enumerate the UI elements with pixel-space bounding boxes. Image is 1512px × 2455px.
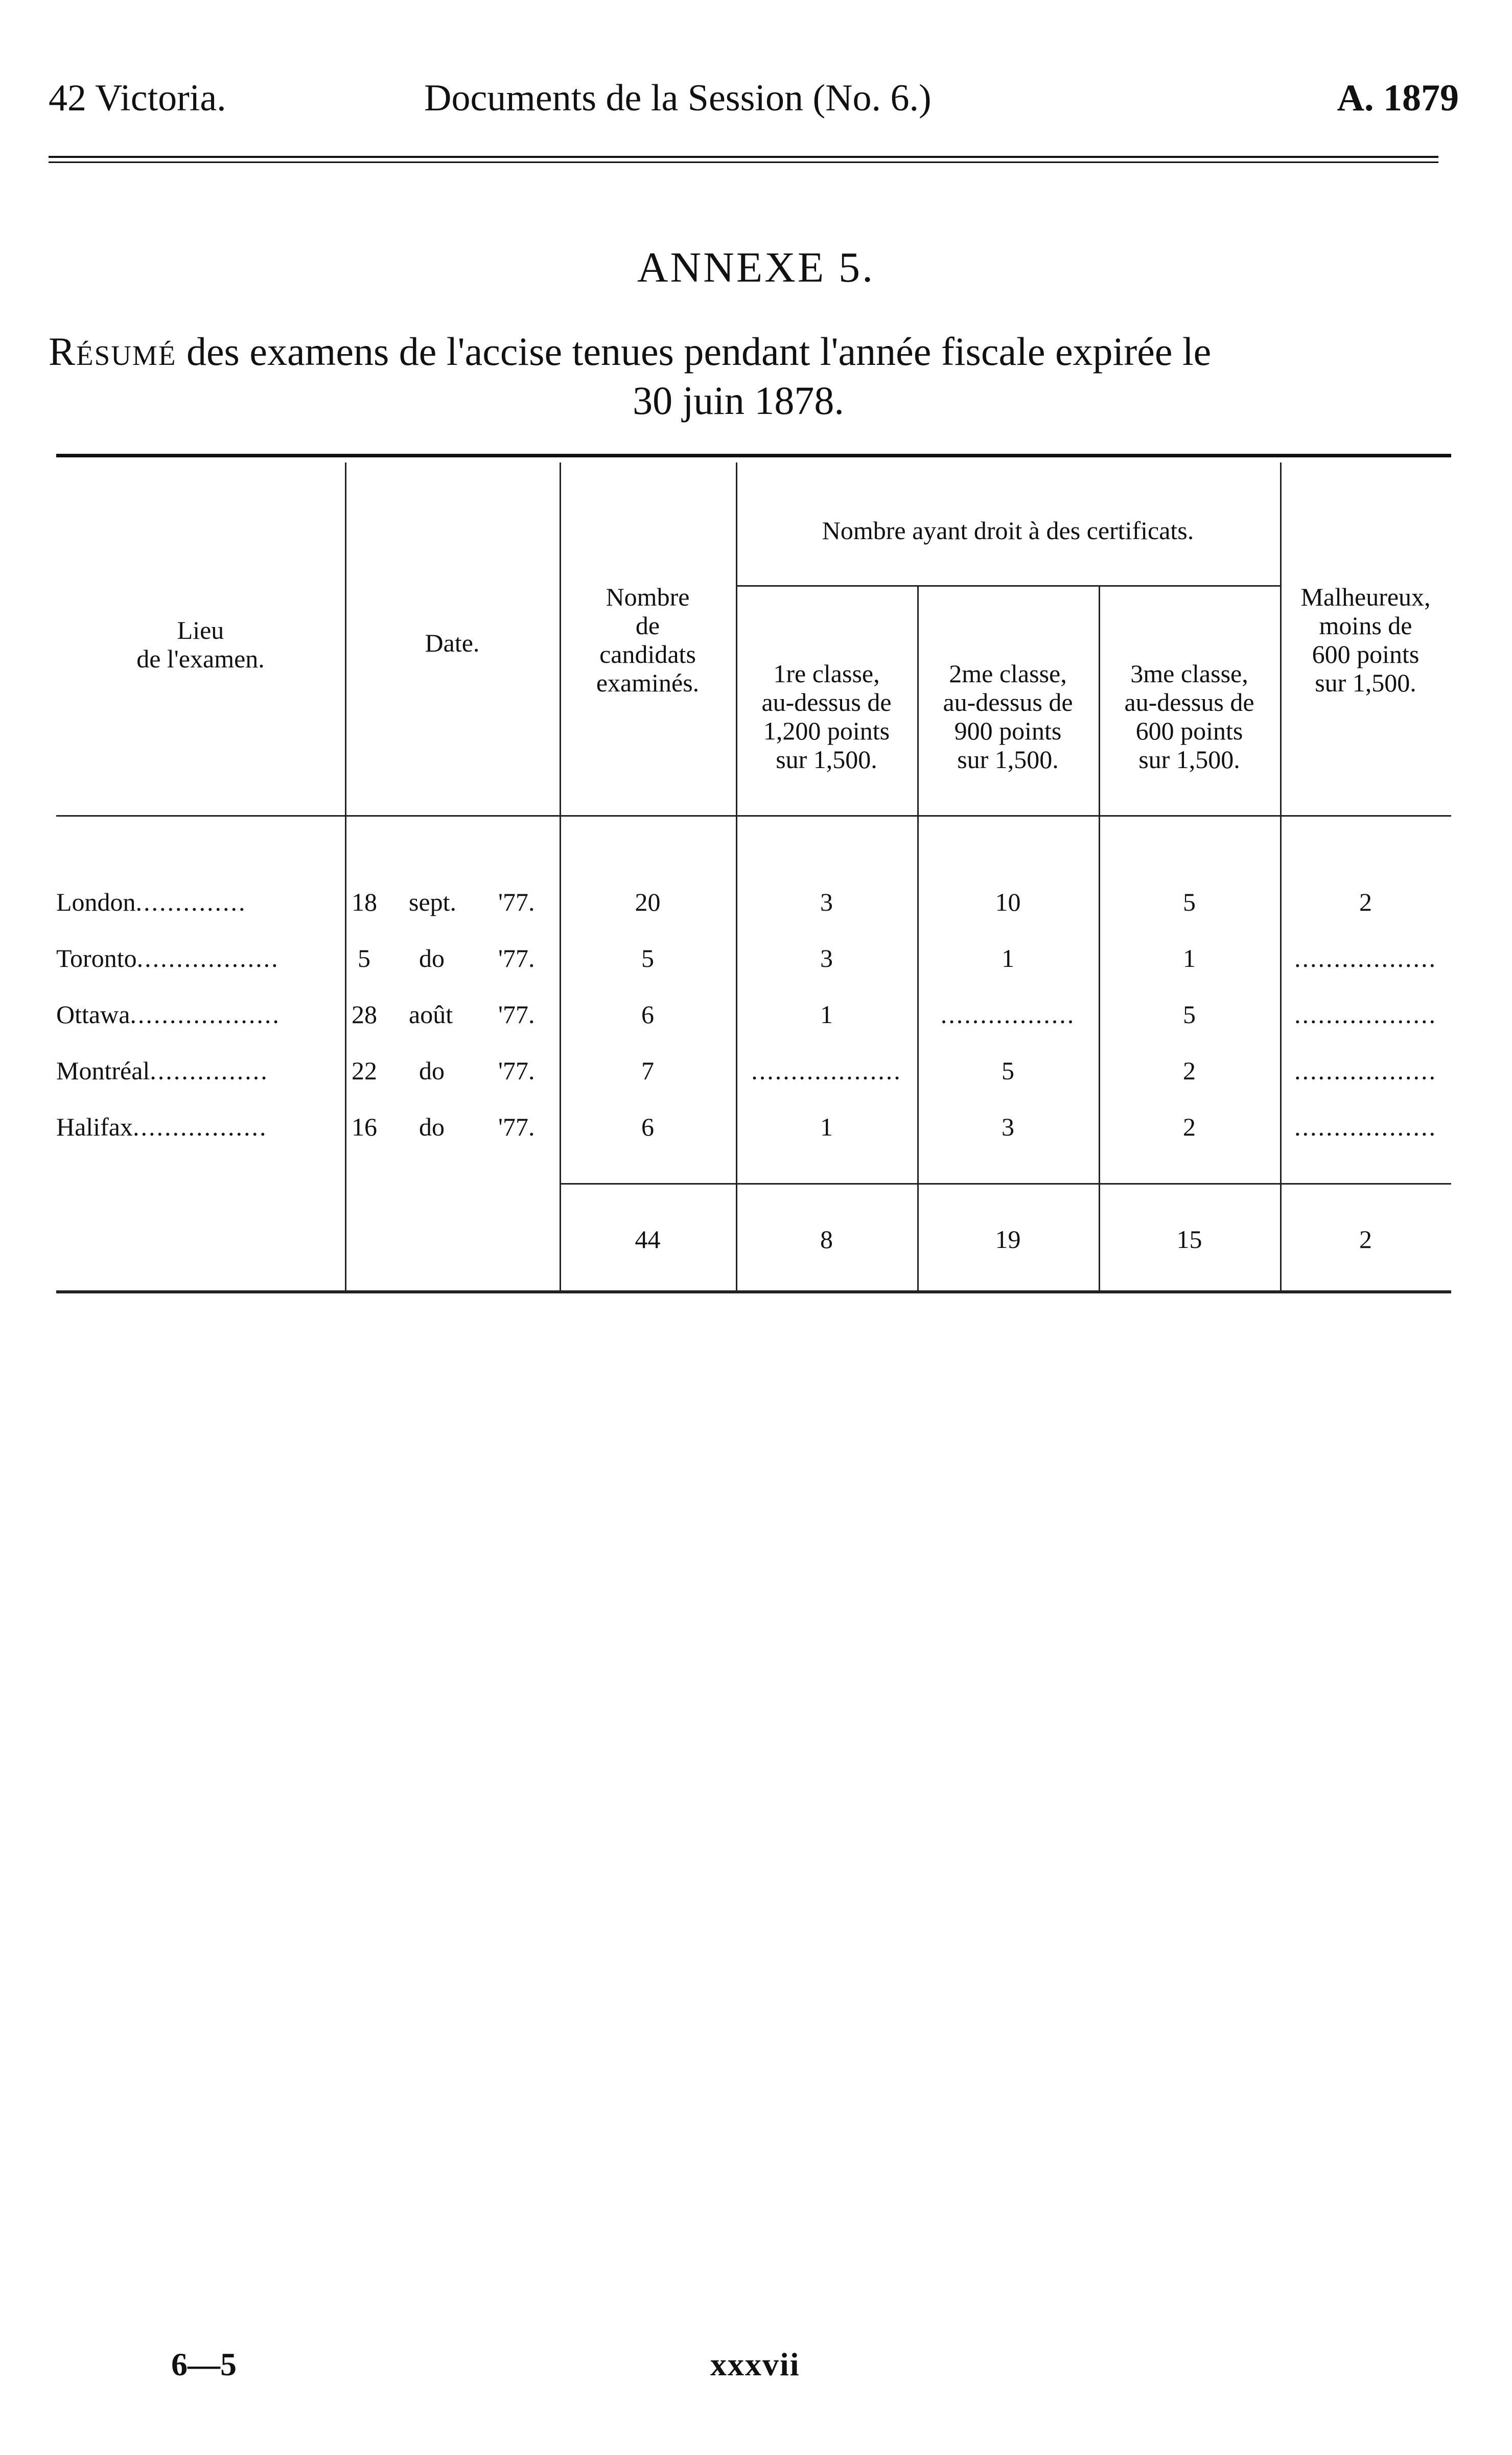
cell-month: sept. [409,888,457,916]
cell-classe1: 1 [820,1000,833,1029]
cell-nombre: 5 [641,944,654,972]
header-malheureux: Malheureux, moins de 600 points sur 1,500. [1300,583,1431,697]
page-number: xxxvii [710,2346,800,2382]
title-lead: Résumé [49,329,177,374]
header-bottom-rule [56,815,1451,817]
cell-year: '77. [498,944,535,972]
total-malheureux: 2 [1359,1225,1372,1254]
cell-classe2: 5 [1002,1056,1014,1085]
cell-year: '77. [498,888,535,916]
document-title [49,327,1469,425]
cell-nombre: 20 [635,888,661,916]
cell-nombre: 6 [641,1113,654,1141]
header-certificats-group: Nombre ayant droit à des certificats. [822,516,1194,545]
cell-day: 28 [352,1000,377,1029]
total-classe2: 19 [995,1225,1021,1254]
table-top-rule [56,454,1451,457]
cell-classe3: 5 [1183,888,1196,916]
header-year: A. 1879 [1337,77,1459,119]
cell-nombre: 6 [641,1000,654,1029]
cell-malheureux: .................. [1294,1113,1437,1141]
exam-summary-table [56,462,1451,1290]
total-classe3: 15 [1176,1225,1202,1254]
cell-year: '77. [498,1000,535,1029]
cell-month: do [419,944,445,972]
header-date: Date. [425,629,480,657]
cell-classe3: 5 [1183,1000,1196,1029]
cell-classe2: ................. [940,1000,1076,1029]
header-classe3: 3me classe, au-dessus de 600 points sur 1,500. [1124,659,1254,774]
running-header [49,77,1459,133]
cell-lieu: Halifax................. [56,1113,268,1141]
cell-classe1: 1 [820,1113,833,1141]
table-bottom-rule [56,1290,1451,1293]
header-session: Documents de la Session (No. 6.) [424,77,932,119]
cell-malheureux: 2 [1359,888,1372,916]
cell-classe3: 2 [1183,1113,1196,1141]
cell-classe1: ................... [751,1056,902,1085]
col-divider [736,462,737,1290]
cell-month: août [409,1000,453,1029]
cell-day: 5 [358,944,370,972]
cell-classe2: 10 [995,888,1021,916]
cell-year: '77. [498,1113,535,1141]
cell-classe3: 1 [1183,944,1196,972]
col-divider [345,462,346,1290]
cell-lieu: Toronto.................. [56,944,280,972]
cell-classe2: 1 [1002,944,1014,972]
cell-malheureux: .................. [1294,1000,1437,1029]
cell-day: 22 [352,1056,377,1085]
cell-day: 18 [352,888,377,916]
total-nombre: 44 [635,1225,661,1254]
cell-lieu: London.............. [56,888,247,916]
header-nombre: Nombre de candidats examinés. [596,583,700,697]
cell-month: do [419,1113,445,1141]
totals-rule [560,1183,1451,1185]
header-rule [49,156,1438,163]
title-line1: des examens de l'accise tenues pendant l'année fiscale expirée le [176,329,1212,374]
footer-signature: 6—5 [171,2346,237,2382]
cell-lieu: Montréal............... [56,1056,269,1085]
cell-lieu: Ottawa................... [56,1000,281,1029]
header-classe1: 1re classe, au-dessus de 1,200 points sur 1,500. [761,659,892,774]
cell-month: do [419,1056,445,1085]
title-line2: 30 juin 1878. [633,378,844,423]
header-lieu: Lieu de l'examen. [136,616,265,673]
header-classe2: 2me classe, au-dessus de 900 points sur 1,500. [943,659,1073,774]
cell-year: '77. [498,1056,535,1085]
cell-classe1: 3 [820,944,833,972]
cell-malheureux: .................. [1294,944,1437,972]
cell-nombre: 7 [641,1056,654,1085]
header-volume: 42 Victoria. [49,77,226,119]
annexe-heading: ANNEXE 5. [637,244,875,291]
cell-day: 16 [352,1113,377,1141]
total-classe1: 8 [820,1225,833,1254]
cell-classe1: 3 [820,888,833,916]
group-rule [736,585,1280,587]
cell-malheureux: .................. [1294,1056,1437,1085]
cell-classe2: 3 [1002,1113,1014,1141]
cell-classe3: 2 [1183,1056,1196,1085]
